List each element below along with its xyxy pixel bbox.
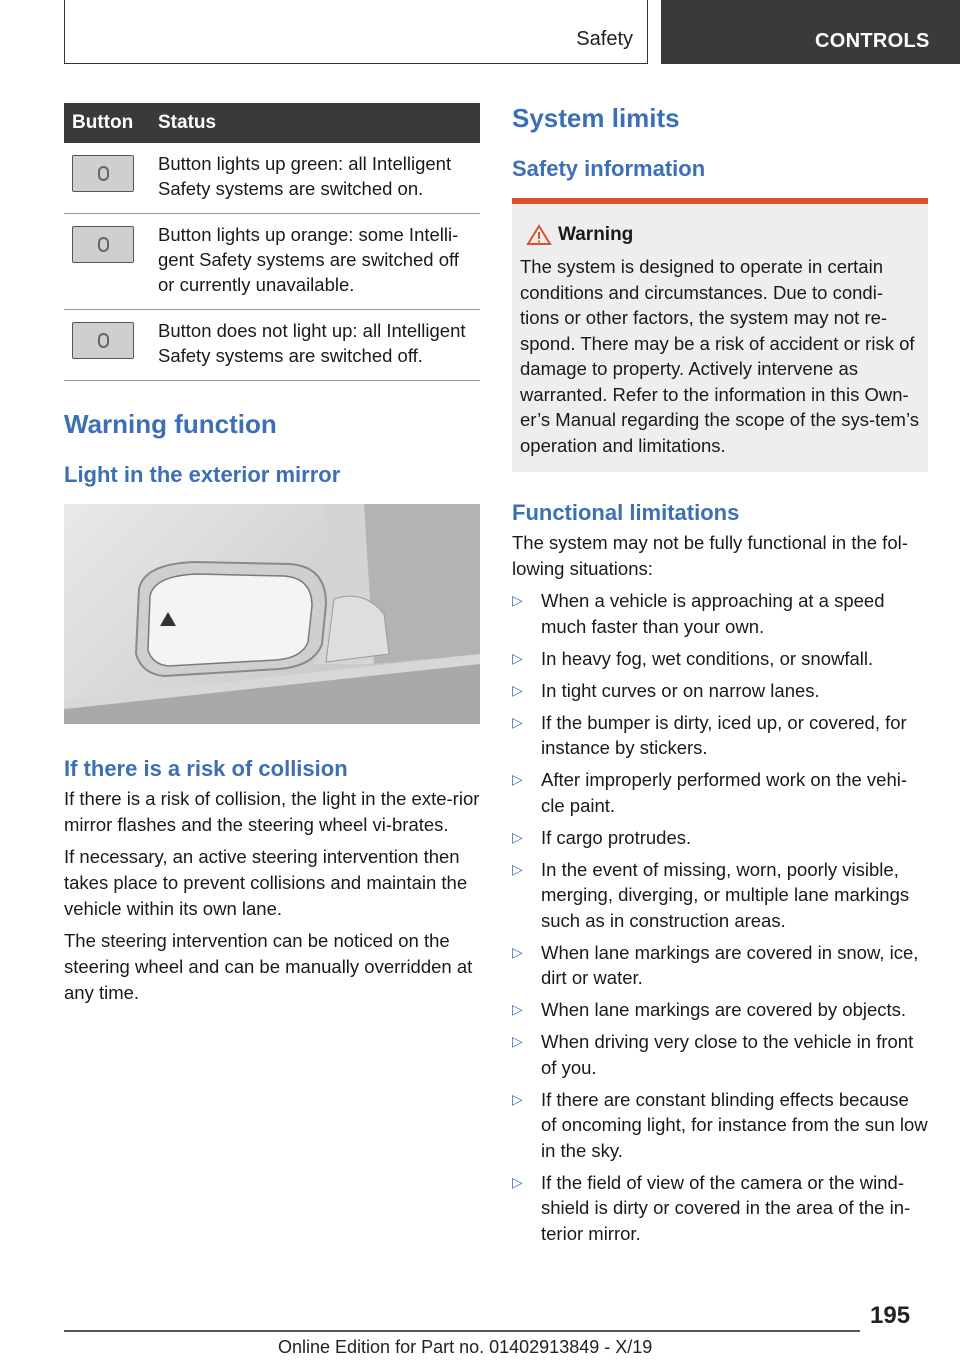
list-item-text: If the field of view of the camera or the wind-shield is dirty or covered in the area of the in-terior mirror. <box>541 1171 911 1244</box>
footer-edition: Online Edition for Part no. 01402913849 - X/19 <box>278 1337 653 1357</box>
bullet-triangle-icon: ▷ <box>512 649 523 666</box>
list-item-text: When a vehicle is approaching at a speed much faster than your own. <box>541 590 885 637</box>
list-item <box>512 588 928 639</box>
list-item-text: In the event of missing, worn, poorly visible, merging, diverging, or multiple lane markings such as in construction areas. <box>541 858 910 931</box>
bullet-triangle-icon: ▷ <box>512 681 523 698</box>
bullet-triangle-icon: ▷ <box>512 713 523 730</box>
limitations-list <box>512 588 928 1246</box>
bullet-triangle-icon: ▷ <box>512 828 523 845</box>
list-item <box>512 997 928 1023</box>
list-item <box>512 825 928 851</box>
footer-divider <box>64 1330 860 1332</box>
button-off-icon <box>72 322 134 359</box>
collision-paragraph: If there is a risk of collision, the light in the exte-rior mirror flashes and the steering wheel vi-brates. <box>64 788 480 835</box>
mirror-illustration <box>64 504 480 724</box>
left-column <box>64 103 480 1006</box>
header-section-box <box>64 0 648 64</box>
list-item-text: If the bumper is dirty, iced up, or covered, for instance by stickers. <box>541 711 907 758</box>
intervention-paragraph: If necessary, an active steering intervention then takes place to prevent collisions and maintain the vehicle within its own lane. <box>64 846 468 919</box>
header-section-title: Safety <box>576 28 633 50</box>
system-limits-heading: System limits <box>512 103 680 133</box>
list-item-text: In heavy fog, wet conditions, or snowfall. <box>541 647 874 669</box>
safety-information-subheading: Safety information <box>512 156 706 181</box>
exterior-mirror-subheading: Light in the exterior mirror <box>64 462 341 487</box>
bullet-triangle-icon: ▷ <box>512 943 523 960</box>
list-item <box>512 940 928 991</box>
list-item-text: If there are constant blinding effects because of oncoming light, for instance from the sun low in the sky. <box>541 1088 928 1161</box>
list-item-text: When lane markings are covered by objects. <box>541 999 907 1020</box>
table-row <box>64 143 480 214</box>
list-item <box>512 678 928 704</box>
warning-triangle-icon <box>526 224 552 246</box>
list-item-text: After improperly performed work on the vehi-cle paint. <box>541 769 908 816</box>
collision-heading: If there is a risk of collision <box>64 756 348 781</box>
list-item <box>512 767 928 818</box>
button-orange-icon <box>72 226 134 263</box>
list-item <box>512 1087 928 1164</box>
functional-intro: The system may not be fully functional in the fol-lowing situations: <box>512 532 908 579</box>
bullet-triangle-icon: ▷ <box>512 1090 523 1107</box>
table-header-status: Status <box>158 103 480 143</box>
page-number: 195 <box>870 1302 911 1329</box>
override-paragraph: The steering intervention can be noticed on the steering wheel and can be manually overridden at any time. <box>64 930 473 1003</box>
table-cell-status: Button lights up orange: some Intelli-gent Safety systems are switched off or currently unavailable. <box>158 214 480 310</box>
table-header-button: Button <box>64 103 158 143</box>
warning-text: The system is designed to operate in certain conditions and circumstances. Due to condi-tions or other factors, the system may not re-spond. There may be a risk of accident or risk of damage to property. Actively intervene as warranted. Refer to the information in this Own-er’s Manual regarding the scope of the sys-tem’s operation and limitations. <box>520 256 919 456</box>
functional-limitations-heading: Functional limitations <box>512 500 740 525</box>
list-item <box>512 857 928 934</box>
table-row <box>64 310 480 381</box>
button-green-icon <box>72 155 134 192</box>
warning-function-heading: Warning function <box>64 409 277 439</box>
list-item <box>512 710 928 761</box>
list-item-text: In tight curves or on narrow lanes. <box>541 679 820 701</box>
table-header-row <box>64 103 480 143</box>
list-item <box>512 646 928 672</box>
list-item-text: When lane markings are covered in snow, ice, dirt or water. <box>541 941 919 988</box>
bullet-triangle-icon: ▷ <box>512 1001 523 1017</box>
bullet-triangle-icon: ▷ <box>512 860 523 877</box>
warning-box <box>512 198 928 472</box>
bullet-triangle-icon: ▷ <box>512 1173 523 1190</box>
table-cell-status: Button lights up green: all Intelligent Safety systems are switched on. <box>158 143 480 214</box>
exterior-mirror-image <box>64 504 480 724</box>
table-row <box>64 214 480 310</box>
bullet-triangle-icon: ▷ <box>512 592 523 608</box>
list-item <box>512 1029 928 1080</box>
table-cell-status: Button does not light up: all Intelligent Safety systems are switched off. <box>158 310 480 381</box>
button-status-table <box>64 103 480 381</box>
right-column <box>512 103 928 1253</box>
list-item-text: When driving very close to the vehicle in front of you. <box>541 1031 914 1078</box>
warning-title: Warning <box>558 224 634 245</box>
bullet-triangle-icon: ▷ <box>512 771 523 787</box>
list-item-text: If cargo protrudes. <box>541 826 692 848</box>
header-chapter-tab: CONTROLS <box>661 0 960 64</box>
bullet-triangle-icon: ▷ <box>512 1033 523 1049</box>
list-item <box>512 1170 928 1247</box>
